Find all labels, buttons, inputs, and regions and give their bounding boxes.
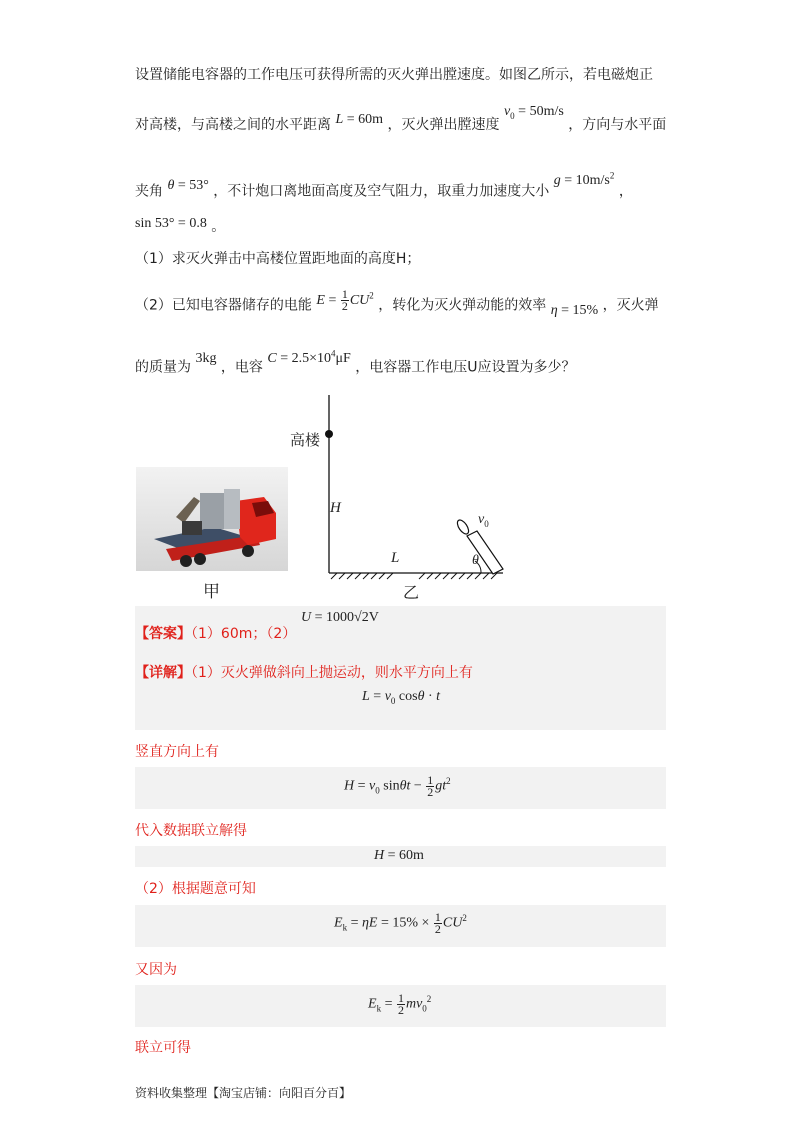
detail-text: （1）灭火弹做斜向上抛运动，则水平方向上有 xyxy=(191,665,473,681)
text-segment: ，转化为灭火弹动能的效率 xyxy=(378,297,547,314)
detail-vertical: 竖直方向上有 xyxy=(135,744,219,760)
equation-kinetic-efficiency: $E_k = \eta E = 15\%$ × $\frac{1}{2}$ $CU^2$ xyxy=(334,910,467,936)
text-segment: ，电容 xyxy=(220,359,263,376)
footer-text: 资料收集整理【淘宝店铺：向阳百分百】 xyxy=(135,1086,352,1100)
question-2 xyxy=(135,286,659,318)
answer-tag: 【答案】 xyxy=(135,626,191,642)
text-segment: ，电容器工作电压U应设置为多少？ xyxy=(355,359,576,376)
truck-photo xyxy=(136,467,288,571)
equation-height-result: H = 60m xyxy=(374,848,424,863)
equation-sine: sin 53° = 0.8 xyxy=(135,216,207,231)
text-segment: ， xyxy=(618,183,633,200)
text-segment: ，方向与水平面 xyxy=(568,117,667,133)
target-dot xyxy=(325,430,333,438)
text-segment: 。 xyxy=(211,219,226,235)
label-angle: θ xyxy=(472,553,479,568)
projectile xyxy=(455,518,471,536)
detail-substitute: 代入数据联立解得 xyxy=(135,823,247,839)
text-segment: ，灭火弹 xyxy=(602,297,659,314)
problem-line-2 xyxy=(135,104,667,139)
text-segment: ，灭火弹出膛速度 xyxy=(387,117,500,133)
equation-angle: θ = 53° xyxy=(167,177,209,193)
text-segment: 夹角 xyxy=(135,183,163,200)
detail-line-1 xyxy=(135,664,473,682)
text-segment: （2）已知电容器储存的电能 xyxy=(135,297,312,314)
figure-label-yi: 乙 xyxy=(403,583,420,602)
equation-kinetic-energy: $E_k$ = $\frac{1}{2}$ $mv_0^2$ xyxy=(368,991,432,1017)
equation-horizontal: $L = v_0$ cosθ · t xyxy=(362,689,441,706)
problem-line-3 xyxy=(135,170,633,202)
answer-text: （1）60m；（2） xyxy=(191,626,297,642)
equation-capacitance: $C = 2.5\times 10^4\mu F$ xyxy=(267,348,351,366)
question-1: （1）求灭火弹击中高楼位置距地面的高度H； xyxy=(135,251,421,267)
label-velocity: $v_0$ xyxy=(478,512,489,529)
question-2-continued xyxy=(135,348,576,378)
equation-vertical: $H = v_0$ sinθt − $\frac{1}{2}$ $gt^2$ xyxy=(344,773,451,799)
label-building: 高楼 xyxy=(290,431,321,449)
answer-equation: U = 1000√2V xyxy=(301,610,379,625)
ground-hatching xyxy=(331,573,497,579)
equation-velocity: $v_0 = 50m/s$ xyxy=(503,104,564,121)
detail-tag: 【详解】 xyxy=(135,665,191,681)
equation-energy: E = $\frac{1}{2}$ $CU^2$ xyxy=(316,286,374,313)
figure-label-jia: 甲 xyxy=(203,582,220,602)
projectile-diagram xyxy=(285,385,515,585)
text-segment: 的质量为 xyxy=(135,359,191,376)
answer-line xyxy=(135,625,296,643)
equation-distance: L = 60m xyxy=(335,112,384,127)
detail-part-2: （2）根据题意可知 xyxy=(135,881,256,897)
equation-efficiency: η = 15% xyxy=(550,302,599,318)
label-distance: L xyxy=(391,550,400,566)
truck-illustration xyxy=(136,467,288,571)
text-segment: ，不计炮口离地面高度及空气阻力，取重力加速度大小 xyxy=(213,183,550,200)
problem-line-1: 设置储能电容器的工作电压可获得所需的灭火弹出膛速度。如图乙所示，若电磁炮正 xyxy=(135,67,653,83)
detail-combine: 联立可得 xyxy=(135,1040,191,1056)
label-height: H xyxy=(330,500,341,516)
text-segment: 对高楼，与高楼之间的水平距离 xyxy=(135,117,331,133)
detail-also: 又因为 xyxy=(135,962,177,978)
equation-mass: 3kg xyxy=(195,350,217,366)
equation-gravity: $g = 10m/s^2$ xyxy=(553,170,615,188)
problem-line-4 xyxy=(135,218,225,237)
